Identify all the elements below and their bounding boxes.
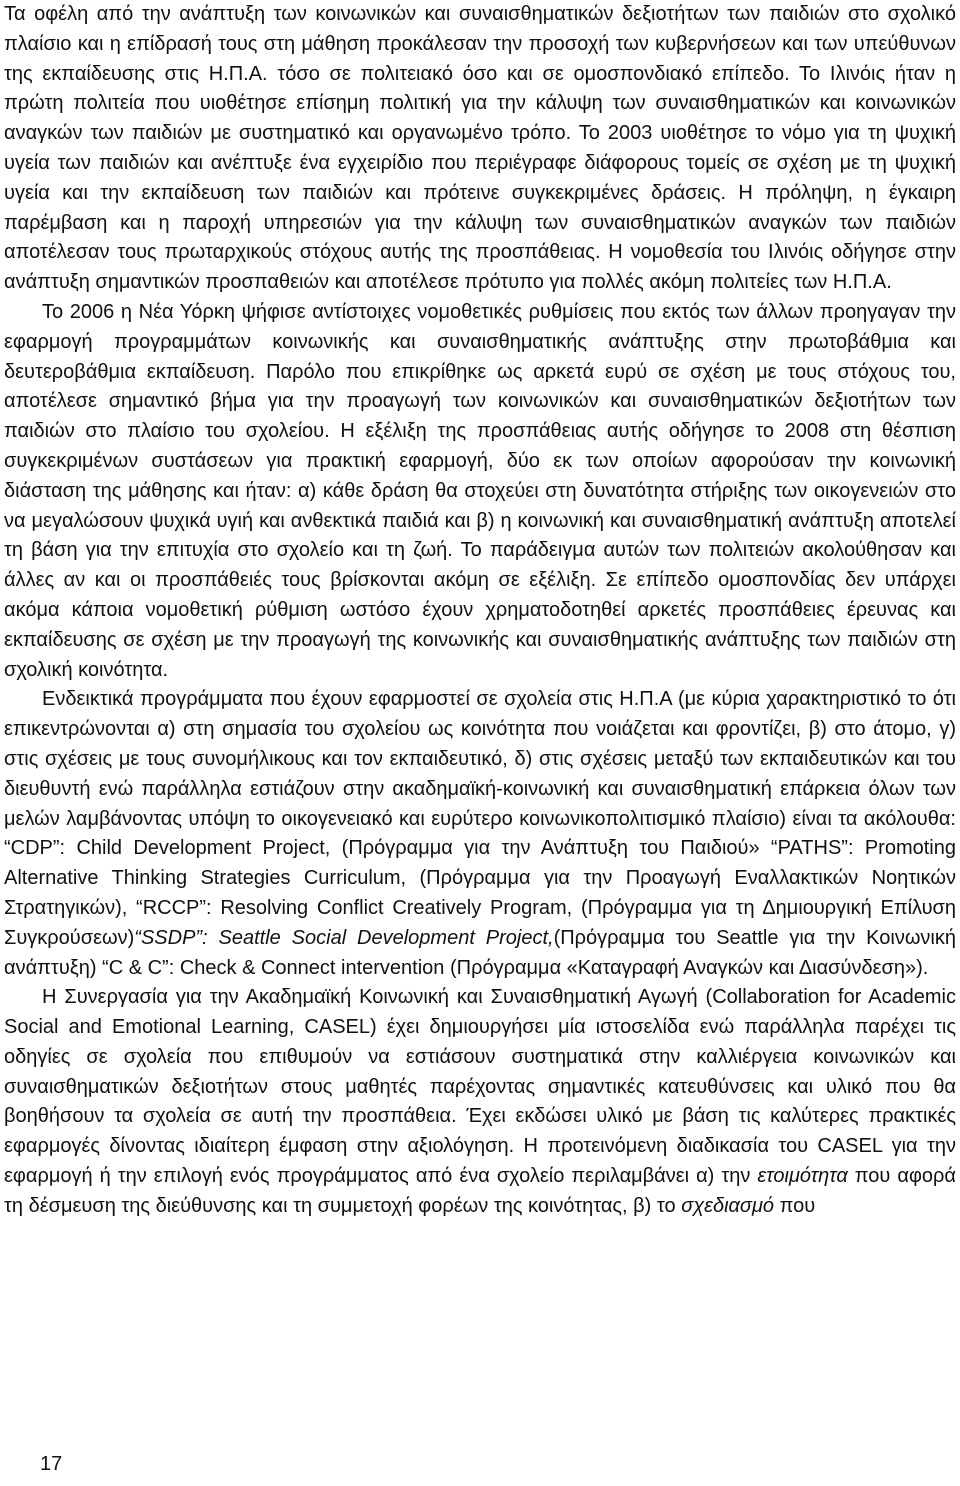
paragraph-3-italic-ssdp: “SSDP”: Seattle Social Development Project, bbox=[134, 926, 554, 949]
paragraph-4-text: Η Συνεργασία για την Ακαδημαϊκή Κοινωνική και Συναισθηματική Αγωγή (Collaboration for Academic Social and Emotional Learning, CASEL) έχει δημιουργήσει μία ιστοσελίδα ενώ παράλληλα παρέχει τις οδηγίες σε σχολεία που επιθυμούν να εστιάσουν συστηματικά στην καλλιέργεια κοινωνικών και συναισθηματικών δεξιοτήτων στους μαθητές παρέχοντας σημαντικές κατευθύνσεις και υλικό που θα βοηθήσουν τα σχολεία σε αυτή την προσπάθεια. Έχει εκδώσει υλικό με βάση τις καλύτερες πρακτικές εφαρμογές δίνοντας ιδιαίτερη έμφαση στην αξιολόγηση. Η προτεινόμενη διαδικασία του CASEL για την εφαρμογή ή την επιλογή ενός προγράμματος από ένα σχολείο περιλαμβάνει α) την bbox=[4, 986, 956, 1188]
paragraph-1-text: Τα οφέλη από την ανάπτυξη των κοινωνικών και συναισθηματικών δεξιοτήτων των παιδιών στο σχολικό πλαίσιο και η επίδρασή τους στη μάθηση προκάλεσαν την προσοχή των κυβερνήσεων και των υπεύθυνων της εκπαίδευσης στις Η.Π.Α. τόσο σε πολιτειακό όσο και σε ομοσπονδιακό επίπεδο. Το Ιλινόις ήταν η πρώτη πολιτεία που υιοθέτησε επίσημη πολιτική για την κάλυψη των συναισθηματικών και κοινωνικών αναγκών των παιδιών με συστηματικό και οργανωμένο τρόπο. Το 2003 υιοθέτησε το νόμο για τη ψυχική υγεία των παιδιών και ανέπτυξε ένα εγχειρίδιο που περιέγραφε διάφορους τομείς σε σχέση με τη ψυχική υγεία και την εκπαίδευση των παιδιών και πρότεινε συγκεκριμένες δράσεις. Η πρόληψη, η έγκαιρη παρέμβαση και η παροχή υπηρεσιών για την κάλυψη των συναισθηματικών αναγκών των παιδιών αποτέλεσαν τους πρωταρχικούς στόχους αυτής της προσπάθειας. Η νομοθεσία του Ιλινόις οδήγησε στην ανάπτυξη σημαντικών προσπαθειών και αποτέλεσε πρότυπο για πολλές ακόμη πολιτείες των Η.Π.Α. bbox=[4, 3, 956, 294]
paragraph-4-italic-readiness: ετοιμότητα bbox=[757, 1165, 848, 1188]
paragraph-4-italic-design: σχεδιασμό bbox=[681, 1194, 775, 1217]
paragraph-2 bbox=[4, 298, 956, 685]
page-number: 17 bbox=[40, 1453, 63, 1475]
paragraph-4-text-end: που bbox=[774, 1194, 816, 1217]
paragraph-3 bbox=[4, 685, 956, 983]
document-page bbox=[4, 0, 956, 1222]
paragraph-1 bbox=[4, 0, 956, 298]
paragraph-4-text-middle: που αφορά τη δέσμευση της διεύθυνσης και τη συμμετοχή φορέων της κοινότητας, β) το bbox=[4, 1165, 956, 1217]
paragraph-3-text-end: (Πρόγραμμα του Seattle για την Κοινωνική ανάπτυξη) “C & C”: Check & Connect intervention (Πρόγραμμα «Καταγραφή Αναγκών και Διασύνδεση»). bbox=[4, 926, 956, 979]
paragraph-3-text: Ενδεικτικά προγράμματα που έχουν εφαρμοστεί σε σχολεία στις Η.Π.Α (με κύρια χαρακτηριστικό το ότι επικεντρώνονται α) στη σημασία του σχολείου ως κοινότητα που νοιάζεται και φροντίζει, β) στο άτομο, γ) στις σχέσεις με τους συνομήλικους και τον εκπαιδευτικό, δ) στις σχέσεις μεταξύ των εκπαιδευτικών και του διευθυντή ενώ παράλληλα εστιάζουν στην ακαδημαϊκή-κοινωνική και συναισθηματική επάρκεια όλων των μελών λαμβάνοντας υπόψη το οικογενειακό και ευρύτερο κοινωνικοπολιτισμικό πλαίσιο) είναι τα ακόλουθα: “CDP”: Child Development Project, (Πρόγραμμα για την Ανάπτυξη του Παιδιού» “PATHS”: Promoting Alternative Thinking Strategies Curriculum, (Πρόγραμμα για την Προαγωγή Εναλλακτικών Νοητικών Στρατηγικών), “RCCP”: Resolving Conflict Creatively Program, (Πρόγραμμα για τη Δημιουργική Επίλυση Συγκρούσεων) bbox=[4, 688, 956, 949]
paragraph-4 bbox=[4, 983, 956, 1221]
paragraph-2-text: Το 2006 η Νέα Υόρκη ψήφισε αντίστοιχες νομοθετικές ρυθμίσεις που εκτός των άλλων προηγαγαν την εφαρμογή προγραμμάτων κοινωνικής και συναισθηματικής ανάπτυξης στην πρωτοβάθμια και δευτεροβάθμια εκπαίδευση. Παρόλο που επικρίθηκε ως αρκετά ευρύ σε σχέση με τους στόχους του, αποτέλεσε σημαντικό βήμα για την προαγωγή των κοινωνικών και συναισθηματικών δεξιοτήτων των παιδιών στο πλαίσιο του σχολείου. Η εξέλιξη της προσπάθειας αυτής οδήγησε το 2008 στη θέσπιση συγκεκριμένων συστάσεων για πρακτική εφαρμογή, δύο εκ των οποίων αφορούσαν την κοινωνική διάσταση της μάθησης και ήταν: α) κάθε δράση θα στοχεύει στη δυνατότητα στήριξης των οικογενειών στο να μεγαλώσουν ψυχικά υγιή και ανθεκτικά παιδιά και β) η κοινωνική και συναισθηματική ανάπτυξη αποτελεί τη βάση για την επιτυχία στο σχολείο και τη ζωή. Το παράδειγμα αυτών των πολιτειών ακολούθησαν και άλλες αν και οι προσπάθειές τους βρίσκονται ακόμη σε εξέλιξη. Σε επίπεδο ομοσπονδίας δεν υπάρχει ακόμα κάποια νομοθετική ρύθμιση ωστόσο έχουν χρηματοδοτηθεί αρκετές προσπάθειες έρευνας και εκπαίδευσης σε σχέση με την προαγωγή της κοινωνικής και συναισθηματικής ανάπτυξης των παιδιών στη σχολική κοινότητα. bbox=[4, 300, 956, 681]
